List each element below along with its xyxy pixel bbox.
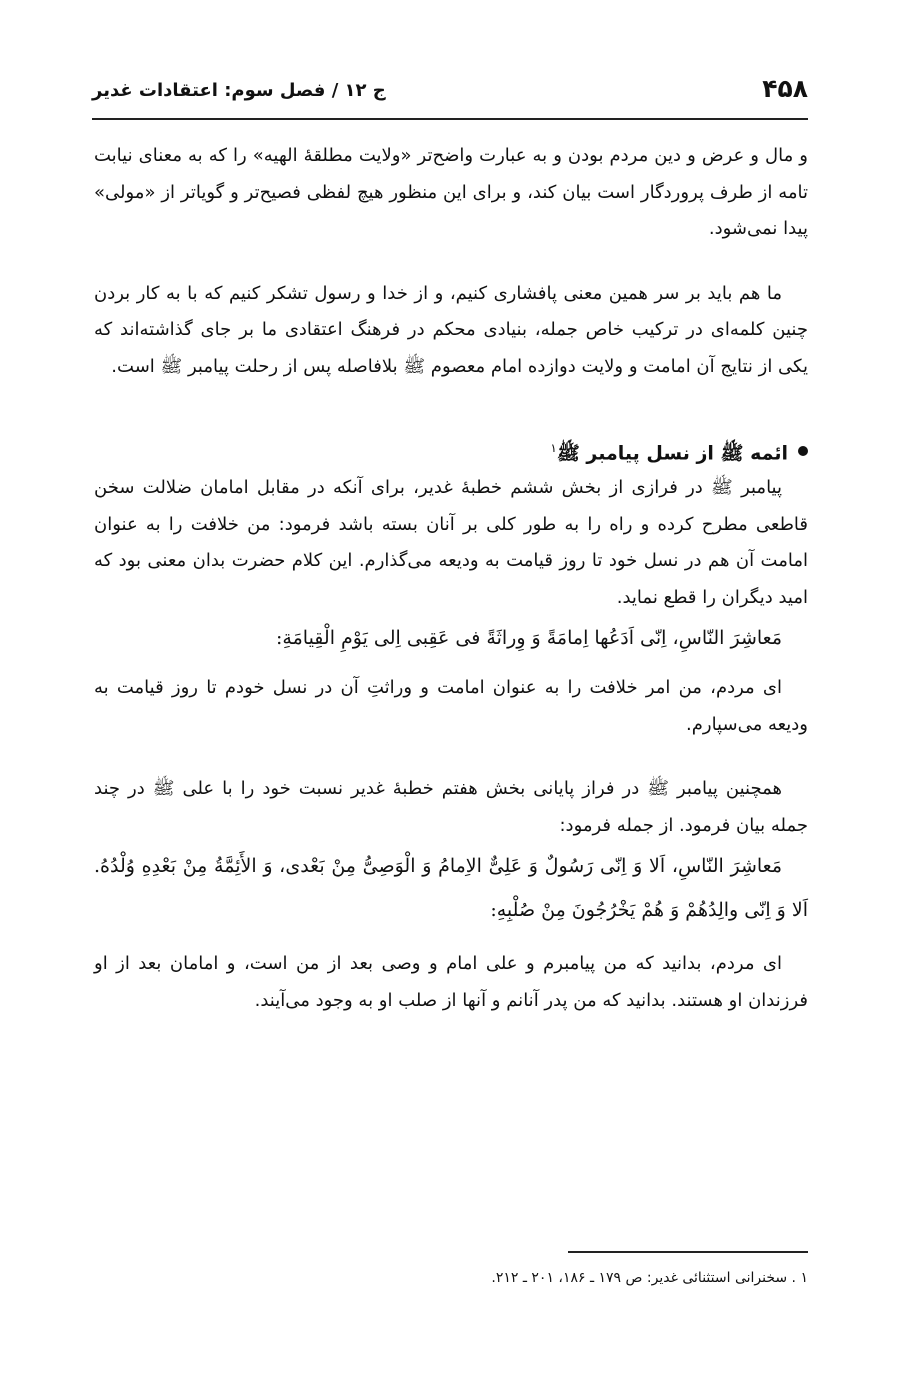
footnote-ref: ۱ <box>550 441 557 455</box>
main-content <box>94 138 808 1019</box>
running-head: ج ۱۲ / فصل سوم: اعتقادات غدیر <box>92 80 386 101</box>
page-number: ۴۵۸ <box>762 74 808 103</box>
section-heading <box>94 431 808 470</box>
footnote: ۱ . سخنرانی استثنائی غدیر: ص ۱۷۹ ـ ۱۸۶، ۲۰۱ ـ ۲۱۲. <box>491 1270 808 1286</box>
translation-1: ای مردم، من امر خلافت را به عنوان امامت و وراثتِ آن در نسل خودم تا روز قیامت به ودیعه می‌سپارم. <box>94 677 808 735</box>
paragraph-1: و مال و عرض و دین مردم بودن و به عبارت واضح‌تر «ولایت مطلقهٔ الهیه» را که به معنای نیابت تامه از طرف پروردگار است بیان کند، و برای این منظور هیچ لفظی فصیح‌تر و گویاتر از «مولی» پیدا نمی‌شود. <box>94 145 808 239</box>
section-heading-text: ائمه ﷺ از نسل پیامبر ﷺ$^۱$ <box>550 441 788 465</box>
arabic-quote-1: مَعاشِرَ النّاسِ، اِنّی اَدَعُها اِمامَةً وَ وِراثَةً فی عَقِبی اِلی یَوْمِ الْقِیامَةِ: <box>276 627 782 650</box>
bullet-icon <box>798 446 808 456</box>
section-paragraph-1: پیامبر ﷺ در فرازی از بخش ششم خطبهٔ غدیر، برای آنکه در مقابل امامان ضلالت سخن قاطعی مطرح کرده و راه را به طور کلی بر آنان بسته باشد فرمود: من خلافت را به عنوان امامت آن هم در نسل خود تا روز قیامت به ودیعه می‌گذارم. این کلام حضرت بدان معنی بود که امید دیگران را قطع نماید. <box>94 477 808 608</box>
page-header <box>92 66 808 120</box>
footnote-divider <box>568 1251 808 1253</box>
arabic-quote-2: مَعاشِرَ النّاسِ، اَلا وَ اِنّی رَسُولٌ وَ عَلِیٌّ الاِمامُ وَ الْوَصِیُّ مِنْ بَعْدی، وَ الأَئِمَّةُ مِنْ بَعْدِهِ وُلْدُهُ. اَلا وَ اِنّی والِدُهُمْ وَ هُمْ یَخْرُجُونَ مِنْ صُلْبِهِ: <box>94 855 808 922</box>
paragraph-2: ما هم باید بر سر همین معنی پافشاری کنیم، و از خدا و رسول تشکر کنیم که با به کار بردن چنین کلمه‌ای در ترکیب خاص جمله، بنیادی محکم در فرهنگ اعتقادی ما بر جای گذاشته‌اند که یکی از نتایج آن امامت و ولایت دوازده امام معصوم ﷺ بلافاصله پس از رحلت پیامبر ﷺ است. <box>94 282 808 377</box>
translation-2: ای مردم، بدانید که من پیامبرم و علی امام و وصی بعد از من است، و امامان بعد از او فرزندان او هستند. بدانید که من پدر آنانم و آنها از صلب او به وجود می‌آیند. <box>94 953 808 1011</box>
section-paragraph-2: همچنین پیامبر ﷺ در فراز پایانی بخش هفتم خطبهٔ غدیر نسبت خود را با علی ﷺ در چند جمله بیان فرمود. از جمله فرمود: <box>94 778 808 836</box>
